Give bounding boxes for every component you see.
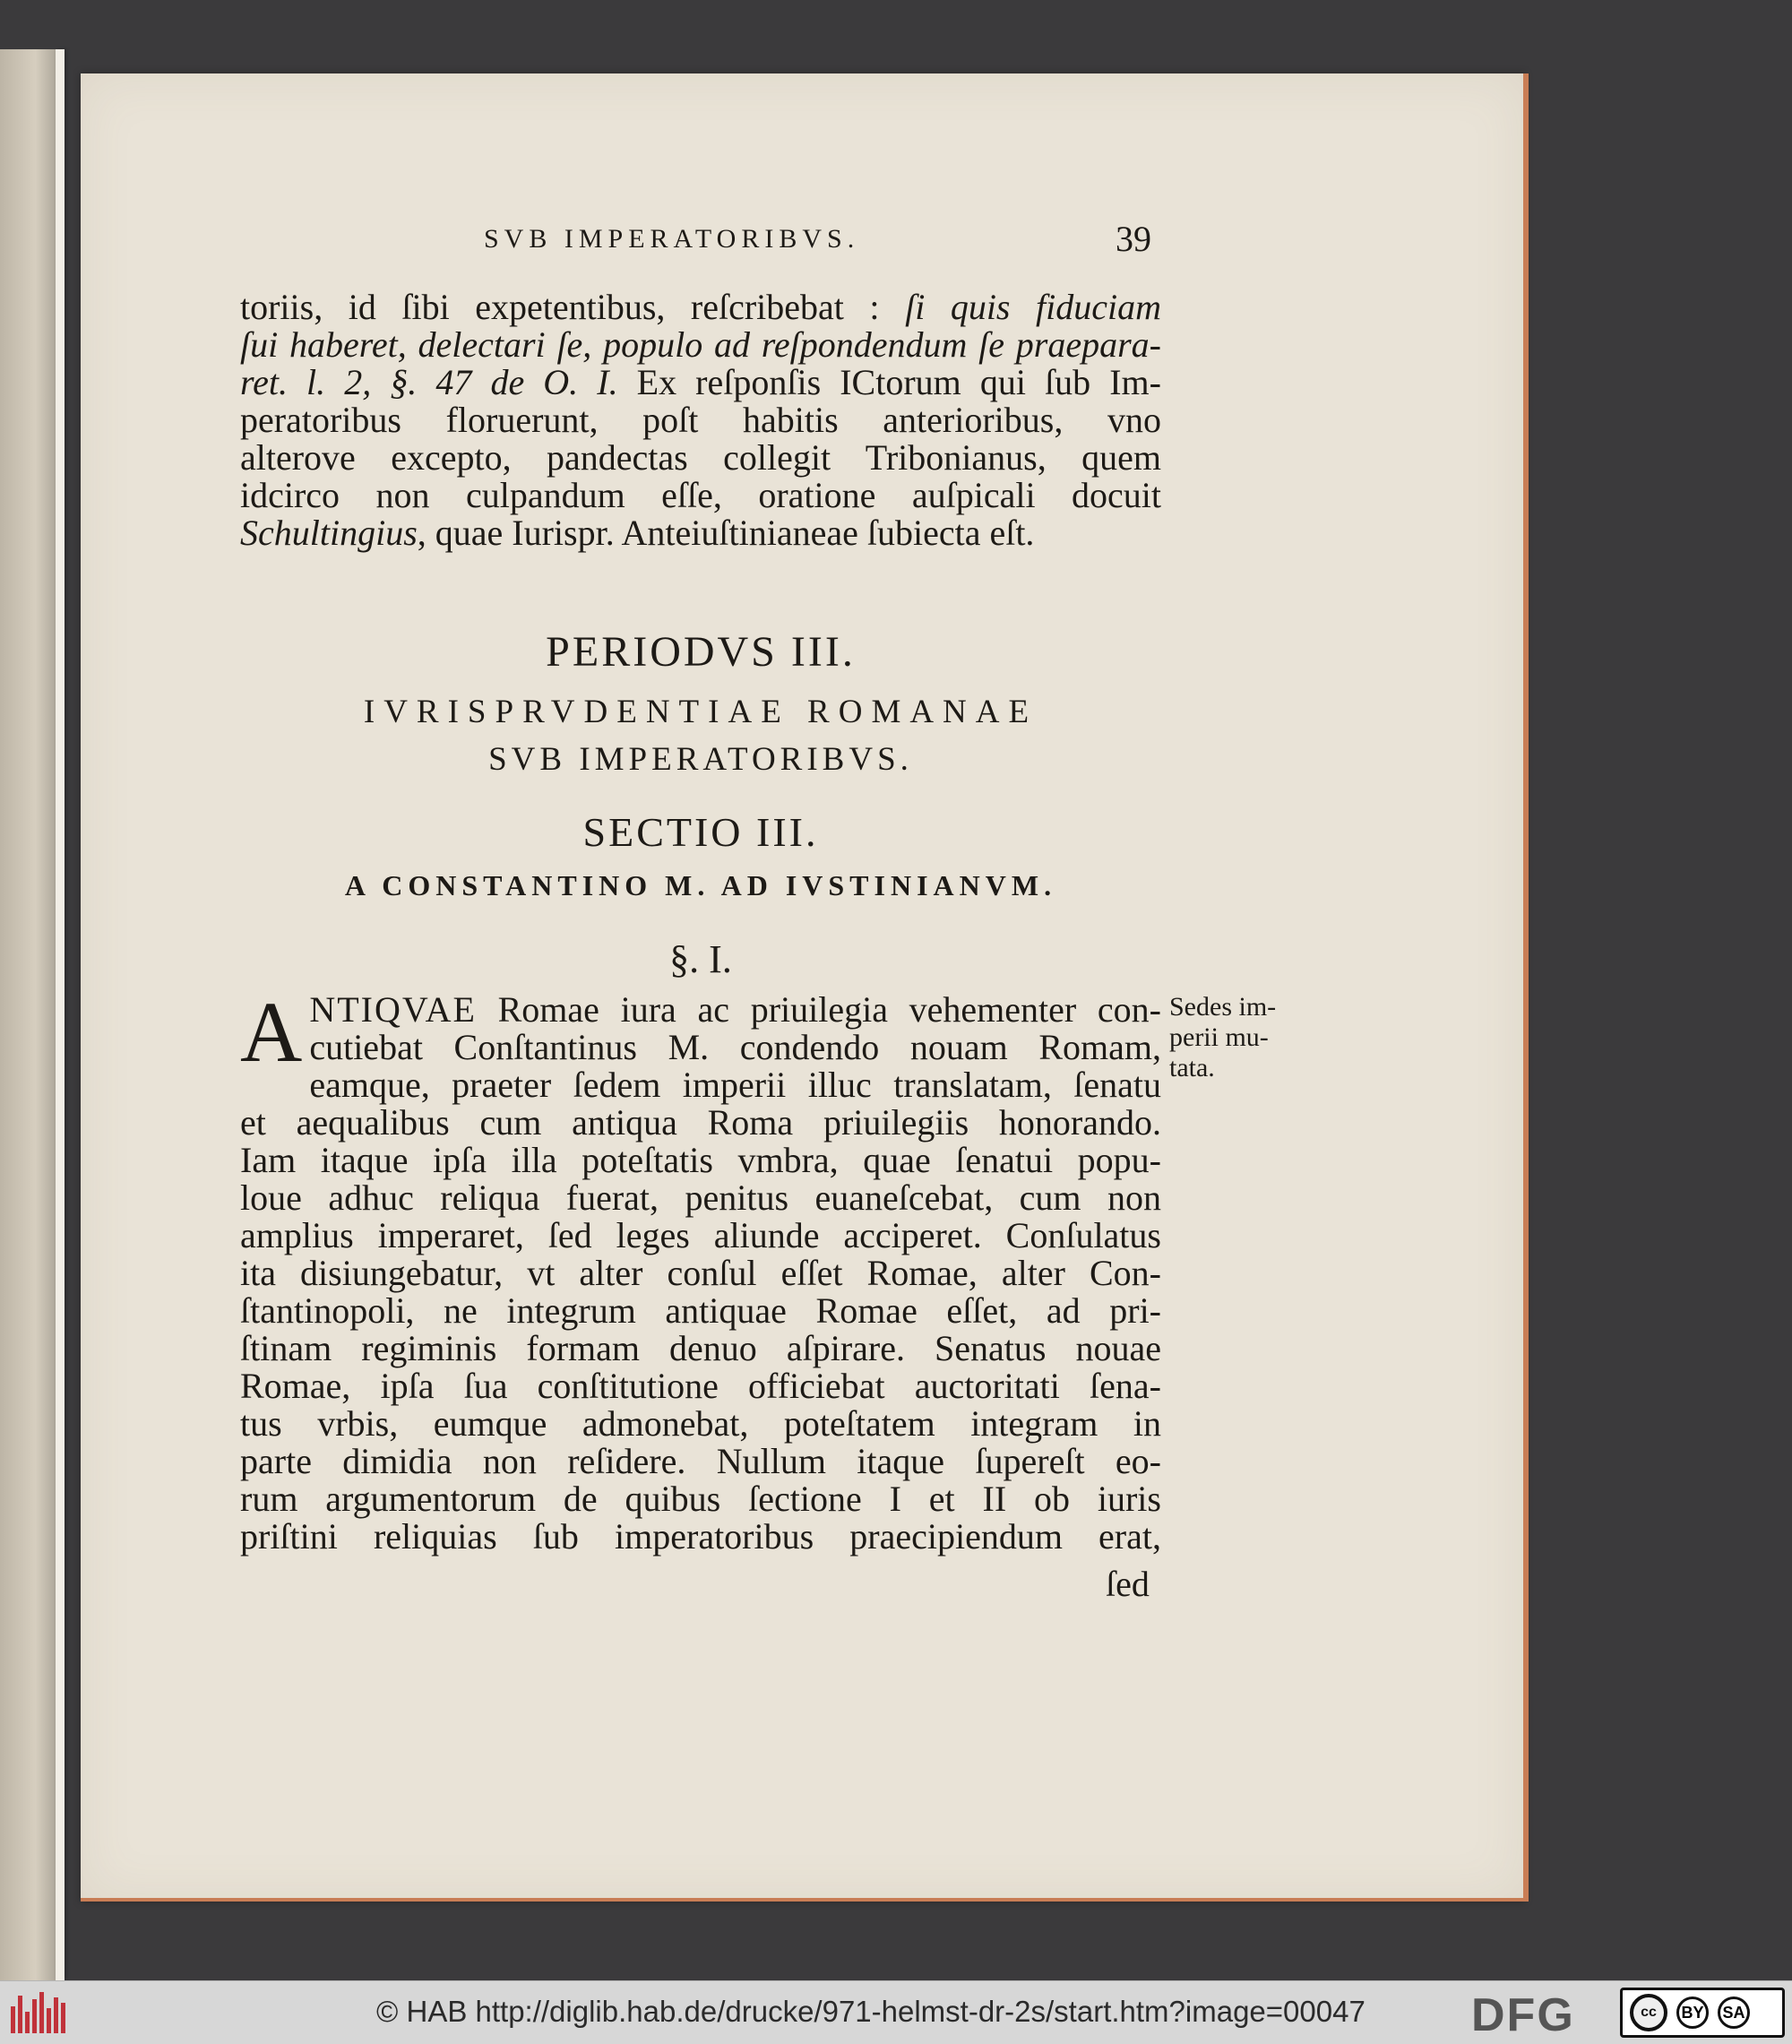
catchword: ſed [1106, 1564, 1150, 1604]
text-line: NTIQVAE Romae iura ac priuilegia vehementer con- [309, 989, 1161, 1030]
dfg-logo[interactable]: DFG [1471, 1989, 1575, 2041]
text-line: et aequalibus cum antiqua Roma priuilegiis honorando. [240, 1102, 1161, 1143]
text-line: Iam itaque ipſa illa poteſtatis vmbra, quae ſenatui popu- [240, 1140, 1161, 1180]
page-number: 39 [1116, 219, 1151, 259]
marginal-note [1169, 992, 1304, 1083]
drop-cap: A [240, 984, 303, 1080]
period-subtitle-2: SVB IMPERATORIBVS. [488, 741, 913, 778]
viewer-footer [0, 1980, 1792, 2044]
text-line: ret. l. 2, §. 47 de O. I. Ex reſponſis ICtorum qui ſub Im- [240, 362, 1161, 402]
text-line: ſui haberet, delectari ſe, populo ad reſpondendum ſe praepara- [240, 324, 1161, 365]
marginal-note-line: Sedes im- [1169, 992, 1277, 1022]
marginal-note-line: tata. [1169, 1053, 1215, 1082]
text-line: ſtantinopoli, ne integrum antiquae Romae eſſet, ad pri- [240, 1290, 1161, 1331]
hab-logo-icon[interactable] [11, 1992, 73, 2033]
text-line: toriis, id ſibi expetentibus, reſcribebat : ſi quis fiduciam [240, 287, 1161, 327]
text-line: amplius imperaret, ſed leges aliunde acciperet. Conſulatus [240, 1215, 1161, 1255]
text-line: Romae, ipſa ſua conſtitutione officiebat auctoritati ſena- [240, 1366, 1161, 1406]
cc-license-badge[interactable] [1620, 1988, 1785, 2038]
page-edge-bottom [81, 1898, 1529, 1902]
text-line: priſtini reliquias ſub imperatoribus praecipiendum erat, [240, 1516, 1161, 1557]
previous-page-fold [56, 49, 65, 1980]
text-line: ſtinam regiminis formam denuo aſpirare. Senatus nouae [240, 1328, 1161, 1368]
running-head: SVB IMPERATORIBVS. [484, 224, 860, 254]
page-edge-right [1523, 73, 1529, 1902]
sa-icon: SA [1718, 1997, 1750, 2029]
text-line: peratoribus floruerunt, poſt habitis anterioribus, vno [240, 400, 1161, 440]
cc-icon: cc [1630, 1994, 1667, 2031]
text-line: loue adhuc reliqua fuerat, penitus euaneſcebat, cum non [240, 1177, 1161, 1218]
by-icon: BY [1676, 1997, 1709, 2029]
text-line: alterove excepto, pandectas collegit Tribonianus, quem [240, 437, 1161, 478]
text-line: tus vrbis, eumque admonebat, poteſtatem integram in [240, 1403, 1161, 1444]
copyright-link[interactable]: © HAB http://diglib.hab.de/drucke/971-helmst-dr-2s/start.htm?image=00047 [376, 1995, 1366, 2028]
period-heading: PERIODVS III. [546, 628, 856, 676]
text-line: parte dimidia non reſidere. Nullum itaque ſupereſt eo- [240, 1441, 1161, 1481]
sectio-heading: SECTIO III. [582, 809, 819, 855]
period-subtitle: IVRISPRVDENTIAE ROMANAE [363, 694, 1038, 730]
text-line: ita disiungebatur, vt alter conſul eſſet Romae, alter Con- [240, 1253, 1161, 1293]
section-headings [240, 0, 1161, 1080]
text-line: rum argumentorum de quibus ſectione I et II ob iuris [240, 1479, 1161, 1519]
text-line: Schultingius, quae Iurispr. Anteiuſtinianeae ſubiecta eſt. [240, 513, 1035, 553]
text-line: idcirco non culpandum eſſe, oratione auſpicali docuit [240, 475, 1161, 515]
marginal-note-line: perii mu- [1169, 1022, 1269, 1052]
sectio-range: A CONSTANTINO M. AD IVSTINIANVM. [344, 869, 1057, 901]
paragraph-main [240, 984, 1161, 1557]
text-line: eamque, praeter ſedem imperii illuc translatam, ſenatu [309, 1065, 1161, 1105]
paragraph-mark: §. I. [669, 937, 732, 981]
text-line: cutiebat Conſtantinus M. condendo nouam Romam, [309, 1027, 1161, 1067]
